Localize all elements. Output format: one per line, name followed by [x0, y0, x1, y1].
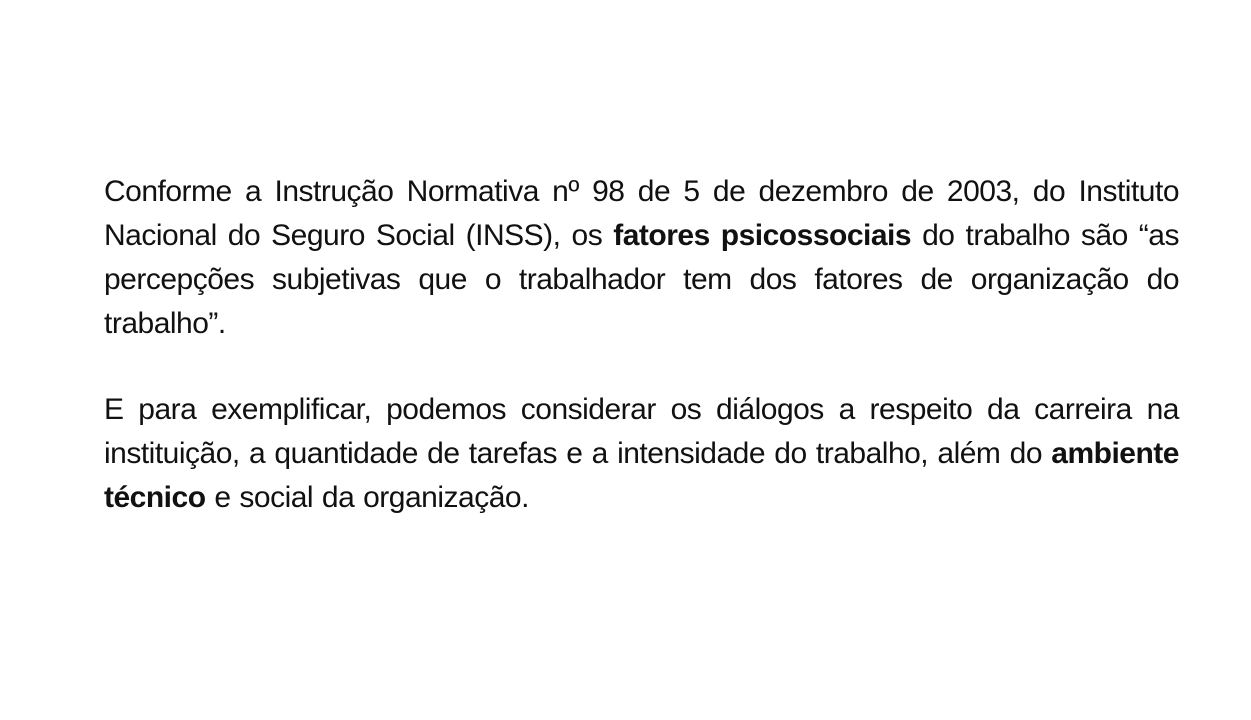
technical-environment-emphasis: ambiente técnico: [104, 437, 1179, 514]
paragraph-1-text-end: do trabalho são “as percepções subjetivas que o trabalhador tem dos fatores de organização do trabalho”.: [104, 219, 1179, 340]
paragraph-1-text-start: Conforme a Instrução Normativa nº 98 de 5 de dezembro de 2003, do Instituto Nacional do Seguro Social (INSS), os: [104, 175, 1179, 252]
paragraph-2-text-end: e social da organização.: [205, 481, 529, 514]
paragraph-inss-definition: [104, 170, 1179, 346]
paragraph-examples: [104, 388, 1179, 520]
text-content: [104, 170, 1179, 520]
psychosocial-factors-emphasis: fatores psicossociais: [613, 219, 912, 252]
paragraph-2-text-start: E para exemplificar, podemos considerar os diálogos a respeito da carreira na instituição, a quantidade de tarefas e a intensidade do trabalho, além do: [104, 393, 1179, 470]
